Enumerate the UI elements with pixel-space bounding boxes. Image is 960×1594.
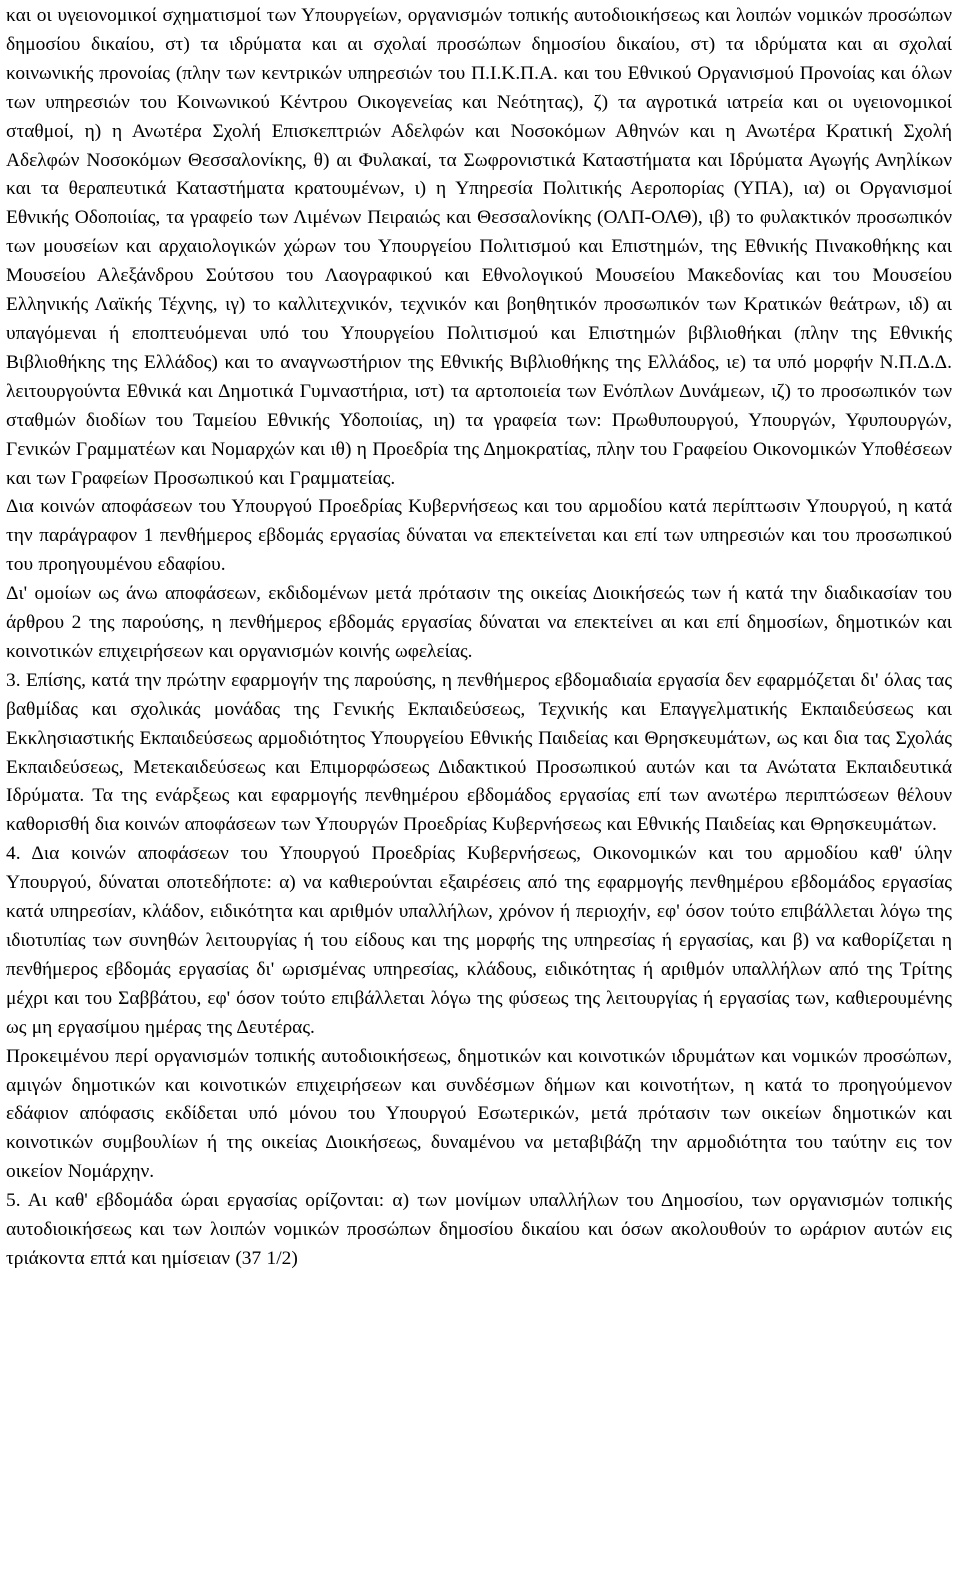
paragraph-similar-decisions: Δι' ομοίων ως άνω αποφάσεων, εκδιδομένων μετά πρότασιν της οικείας Διοικήσεώς των ή κατά την διαδικασίαν του άρθρου 2 της παρούσης, η πενθήμερος εβδομάς εργασίας δύναται να επεκτείνει αι και επί δημοσίων, δημοτικών και κοινοτικών επιχειρήσεων και οργανισμών κοινής ωφελείας. bbox=[6, 583, 952, 662]
paragraph-section-5: 5. Αι καθ' εβδομάδα ώραι εργασίας ορίζονται: α) των μονίμων υπαλλήλων του Δημοσίου, των οργανισμών τοπικής αυτοδιοικήσεως και των λοιπών νομικών προσώπων δημοσίου δικαίου και όσων ακολουθούν το ωράριον αυτών εις τριάκοντα επτά και ημίσειαν (37 1/2) bbox=[6, 1190, 952, 1269]
paragraph-section-3: 3. Επίσης, κατά την πρώτην εφαρμογήν της παρούσης, η πενθήμερος εβδομαδιαία εργασία δεν εφαρμόζεται δι' όλας τας βαθμίδας και σχολικάς μονάδας της Γενικής Εκπαιδεύσεως, Τεχνικής και Επαγγελματικής Εκπαιδεύσεως και Εκκλησιαστικής Εκπαιδεύσεως αρμοδιότητος Υπουργείου Εθνικής Παιδείας και Θρησκευμάτων, ως και δια τας Σχολάς Εκπαιδεύσεως, Μετεκαιδεύσεως και Επιμορφώσεως Διδακτικού Προσωπικού αυτών και τα Ανώτατα Εκπαιδευτικά Ιδρύματα. Τα της ενάρξεως και εφαρμογής πενθημέρου εβδομάδος εργασίας επί των ανωτέρω περιπτώσεων θέλουν καθορισθή δια κοινών αποφάσεων των Υπουργών Προεδρίας Κυβερνήσεως και Εθνικής Παιδείας και Θρησκευμάτων. bbox=[6, 669, 952, 836]
paragraph-list-continuation: και οι υγειονομικοί σχηματισμοί των Υπουργείων, οργανισμών τοπικής αυτοδιοικήσεως και λοιπών νομικών προσώπων δημοσίου δικαίου, στ) τα ιδρύματα και αι σχολαί προσώπων δημοσίου δικαίου, στ) τα ιδρύματα και αι σχολαί κοινωνικής προνοίας (πλην των κεντρικών υπηρεσιών του Π.Ι.Κ.Π.Α. και του Εθνικού Οργανισμού Προνοίας και όλων των υπηρεσιών του Κοινωνικού Κέντρου Οικογενείας και Νεότητας), ζ) τα αγροτικά ιατρεία και οι υγειονομικοί σταθμοί, η) η Ανωτέρα Σχολή Επισκεπτριών Αδελφών και Νοσοκόμων Αθηνών και η Ανωτέρα Κρατική Σχολή Αδελφών Νοσοκόμων Θεσσαλονίκης, θ) αι Φυλακαί, τα Σωφρονιστικά Καταστήματα και Ιδρύματα Αγωγής Ανηλίκων και τα θεραπευτικά Καταστήματα κρατουμένων, ι) η Υπηρεσία Πολιτικής Αεροπορίας (ΥΠΑ), ια) οι Οργανισμοί Εθνικής Οδοποιίας, τα γραφείο των Λιμένων Πειραιώς και Θεσσαλονίκης (ΟΛΠ-ΟΛΘ), ιβ) το φυλακτικόν προσωπικόν των μουσείων και αρχαιολογικών χώρων του Υπουργείου Πολιτισμού και Επιστημών, της Εθνικής Πινακοθήκης και Μουσείου Αλεξάνδρου Σούτσου του Λαογραφικού και Εθνολογικού Μουσείου Μακεδονίας και του Μουσείου Ελληνικής Λαϊκής Τέχνης, ιγ) το καλλιτεχνικόν, τεχνικόν και βοηθητικόν προσωπικόν των Κρατικών θεάτρων, ιδ) αι υπαγόμεναι ή εποπτευόμεναι υπό του Υπουργείου Πολιτισμού και Επιστημών βιβλιοθήκαι (πλην της Εθνικής Βιβλιοθήκης της Ελλάδος) και το αναγνωστήριον της Εθνικής Βιβλιοθήκης της Ελλάδος, ιε) τα υπό μορφήν Ν.Π.Δ.Δ. λειτουργούντα Εθνικά και Δημοτικά Γυμναστήρια, ιστ) τα αρτοποιεία των Ενόπλων Δυνάμεων, ιζ) το προσωπικόν των σταθμών διοδίων του Ταμείου Εθνικής Υδοποιίας, ιη) τα γραφεία των: Πρωθυπουργού, Υπουργών, Υφυπουργών, Γενικών Γραμματέων και Νομαρχών και ιθ) η Προεδρία της Δημοκρατίας, πλην του Γραφείου Οικονομικών Υποθέσεων και των Γραφείων Προσωπικού και Γραμματείας. bbox=[6, 5, 952, 489]
paragraph-joint-decisions: Δια κοινών αποφάσεων του Υπουργού Προεδρίας Κυβερνήσεως και του αρμοδίου κατά περίπτωσιν Υπουργού, η κατά την παράγραφον 1 πενθήμερος εβδομάς εργασίας δύναται να επεκτείνεται και επί των υπηρεσιών και του προσωπικού του προηγουμένου εδαφίου. bbox=[6, 496, 952, 576]
paragraph-local-government: Προκειμένου περί οργανισμών τοπικής αυτοδιοικήσεως, δημοτικών και κοινοτικών ιδρυμάτων και νομικών προσώπων, αμιγών δημοτικών και κοινοτικών επιχειρήσεων και συνδέσμων δήμων και κοινοτήτων, η κατά το προηγούμενον εδάφιον απόφασις εκδίδεται υπό μόνου του Υπουργού Εσωτερικών, μετά πρότασιν των οικείων δημοτικών και κοινοτικών συμβουλίων ή της οικείας Διοικήσεως, δυναμένου να μεταβιβάζη την αρμοδιότητα του ταύτην εις τον οικείον Νομάρχην. bbox=[6, 1045, 952, 1183]
paragraph-section-4: 4. Δια κοινών αποφάσεων του Υπουργού Προεδρίας Κυβερνήσεως, Οικονομικών και του αρμοδίου καθ' ύλην Υπουργού, δύναται οποτεδήποτε: α) να καθιερούνται εξαιρέσεις από της εφαρμογής πενθημέρου εβδομάδος εργασίας κατά υπηρεσίαν, κλάδον, ειδικότητα και αριθμόν υπαλλήλων, χρόνον ή περιοχήν, εφ' όσον τούτο επιβάλλεται λόγω της ιδιοτυπίας των συνηθών λειτουργίας ή του είδους και της μορφής της υπηρεσίας ή εργασίας, και β) να καθορίζεται η πενθήμερος εβδομάς εργασίας δι' ωρισμένας υπηρεσίας, κλάδους, ειδικότητας ή αριθμόν υπαλλήλων από της Τρίτης μέχρι και του Σαββάτου, εφ' όσον τούτο επιβάλλεται λόγω της φύσεως της λειτουργίας ή εργασίας των, καθιερουμένης ως μη εργασίμου ημέρας της Δευτέρας. bbox=[6, 843, 952, 1038]
